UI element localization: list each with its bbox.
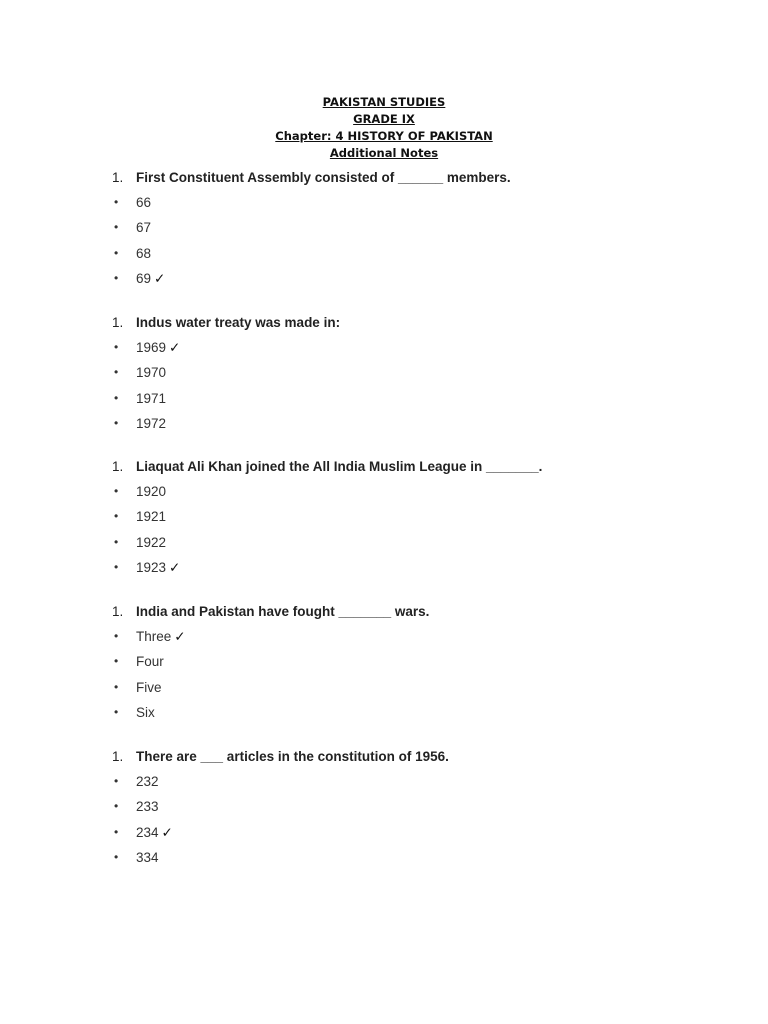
bullet-icon: • <box>114 195 119 209</box>
option-item <box>112 820 672 845</box>
grade-title: GRADE IX <box>353 112 415 126</box>
option-text: 1921 <box>136 509 167 525</box>
bullet-icon: • <box>114 849 119 864</box>
question-block <box>112 599 672 725</box>
bullet-icon: • <box>114 629 119 643</box>
question-row <box>112 744 672 769</box>
option-item <box>112 335 672 360</box>
bullet-icon: • <box>114 245 119 260</box>
subject-title: PAKISTAN STUDIES <box>322 95 446 109</box>
question-number: 1. <box>112 749 124 764</box>
option-text: 66 <box>136 195 152 210</box>
option-text: 1922 <box>136 534 167 550</box>
question-number: 1. <box>112 604 124 619</box>
question-number: 1. <box>112 170 124 185</box>
question-block <box>112 310 672 436</box>
bullet-icon: • <box>114 390 119 405</box>
option-item <box>112 845 672 870</box>
option-text: 1923 <box>136 559 167 575</box>
document-header <box>0 94 768 162</box>
question-block <box>112 744 672 870</box>
question-text: First Constituent Assembly consisted of ______ members. <box>136 170 511 185</box>
bullet-icon: • <box>114 704 119 719</box>
option-item <box>112 649 672 674</box>
check-mark-icon: ✓ <box>154 270 166 286</box>
option-text: 234 <box>136 824 159 840</box>
question-text: There are ___ articles in the constitution of 1956. <box>136 749 449 764</box>
bullet-icon: • <box>114 559 119 574</box>
option-text: 232 <box>136 774 159 789</box>
option-item <box>112 360 672 385</box>
question-row <box>112 599 672 624</box>
option-item <box>112 700 672 725</box>
option-text: 1970 <box>136 365 167 381</box>
option-item <box>112 215 672 240</box>
option-item <box>112 241 672 266</box>
option-text: 68 <box>136 245 152 261</box>
question-block <box>112 165 672 291</box>
question-text: Liaquat Ali Khan joined the All India Muslim League in _______. <box>136 459 543 474</box>
check-mark-icon: ✓ <box>169 340 181 355</box>
option-item <box>112 386 672 411</box>
option-text: 1972 <box>136 415 167 431</box>
option-item <box>112 624 672 649</box>
bullet-icon: • <box>114 365 119 380</box>
option-text: 67 <box>136 220 152 236</box>
option-text: 1971 <box>136 390 167 406</box>
option-text: Three <box>136 629 172 644</box>
options-list <box>112 479 672 580</box>
option-text: Four <box>136 654 164 670</box>
option-item <box>112 675 672 700</box>
question-block <box>112 454 672 580</box>
options-list <box>112 335 672 436</box>
chapter-title: Chapter: 4 HISTORY OF PAKISTAN <box>275 129 493 143</box>
bullet-icon: • <box>114 415 119 430</box>
question-row <box>112 310 672 335</box>
check-mark-icon: ✓ <box>174 629 186 644</box>
option-item <box>112 479 672 504</box>
question-row <box>112 454 672 479</box>
options-list <box>112 624 672 725</box>
option-text: 233 <box>136 799 159 815</box>
option-item <box>112 555 672 580</box>
notes-title: Additional Notes <box>329 146 439 160</box>
bullet-icon: • <box>114 654 119 669</box>
option-item <box>112 794 672 819</box>
bullet-icon: • <box>114 679 119 694</box>
option-text: 334 <box>136 849 159 865</box>
question-number: 1. <box>112 315 124 330</box>
option-text: 69 <box>136 270 152 286</box>
option-item <box>112 411 672 436</box>
option-item <box>112 266 672 291</box>
bullet-icon: • <box>114 824 119 839</box>
option-text: Six <box>136 704 155 720</box>
check-mark-icon: ✓ <box>169 559 181 575</box>
options-list <box>112 769 672 870</box>
question-text: Indus water treaty was made in: <box>136 315 341 330</box>
options-list <box>112 190 672 291</box>
bullet-icon: • <box>114 799 119 814</box>
bullet-icon: • <box>114 340 119 354</box>
bullet-icon: • <box>114 774 119 788</box>
question-row <box>112 165 672 190</box>
option-text: Five <box>136 679 162 695</box>
option-item <box>112 530 672 555</box>
bullet-icon: • <box>114 270 119 285</box>
option-item <box>112 769 672 794</box>
question-text: India and Pakistan have fought _______ wars. <box>136 604 430 619</box>
option-text: 1969 <box>136 340 167 355</box>
question-number: 1. <box>112 459 124 474</box>
bullet-icon: • <box>114 509 119 524</box>
option-item <box>112 190 672 215</box>
option-text: 1920 <box>136 484 167 499</box>
bullet-icon: • <box>114 484 119 498</box>
option-item <box>112 504 672 529</box>
bullet-icon: • <box>114 220 119 235</box>
bullet-icon: • <box>114 534 119 549</box>
check-mark-icon: ✓ <box>161 824 173 840</box>
